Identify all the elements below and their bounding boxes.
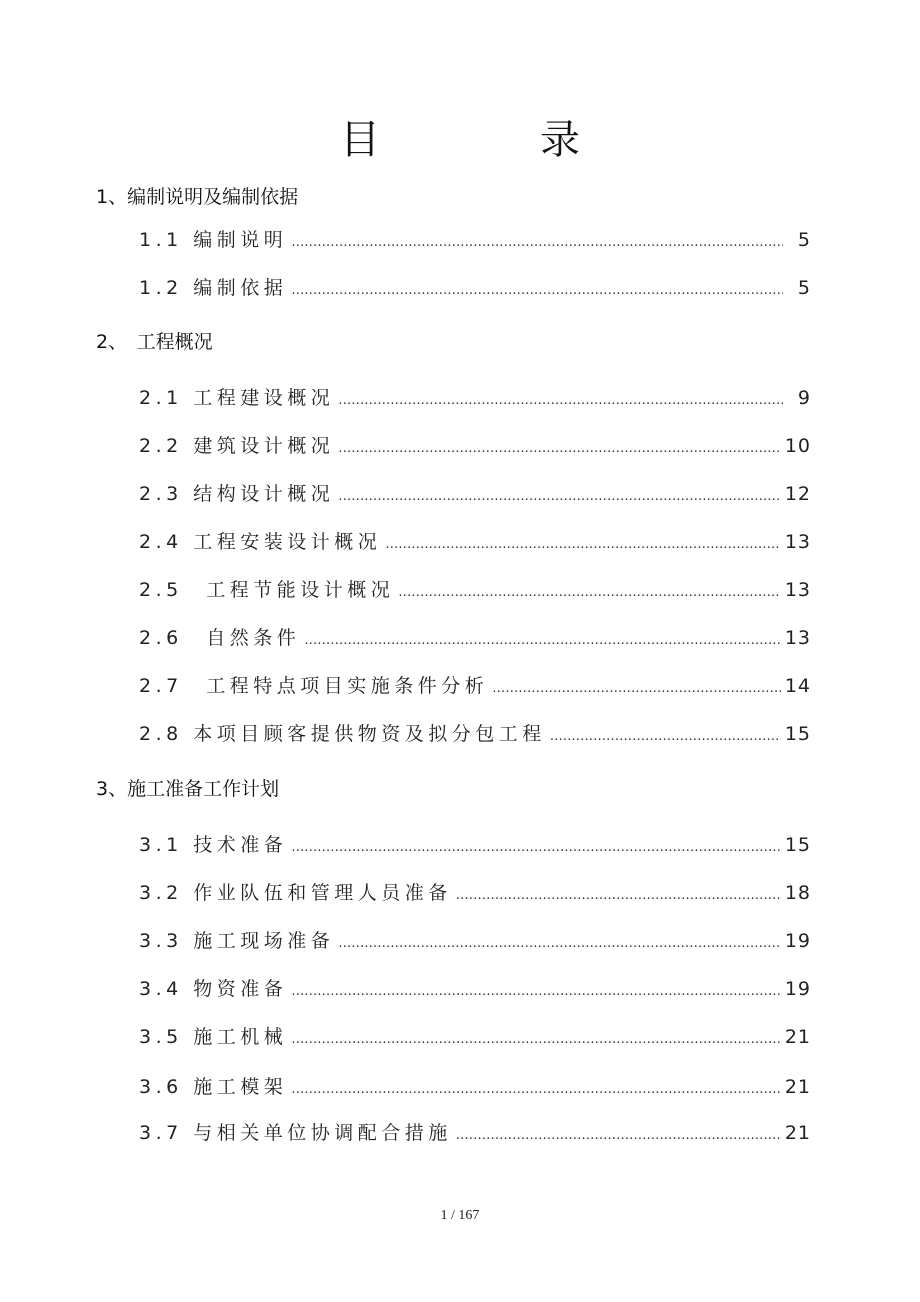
toc-entry[interactable] <box>139 673 811 702</box>
toc-entry-label: 2.8 本项目顾客提供物资及拟分包工程 <box>139 723 546 745</box>
toc-section-heading[interactable]: 1、编制说明及编制依据 <box>96 186 299 208</box>
toc-entry-label: 2.3 结构设计概况 <box>139 483 335 505</box>
dot-leader <box>385 532 781 558</box>
toc-entry[interactable] <box>139 385 811 414</box>
toc-entry[interactable] <box>139 577 811 606</box>
toc-section-heading[interactable]: 3、施工准备工作计划 <box>96 778 280 800</box>
dot-leader <box>304 628 781 654</box>
dot-leader <box>456 1123 781 1149</box>
toc-entry-page: 5 <box>797 229 811 251</box>
toc-entry-page: 13 <box>784 579 811 601</box>
toc-entry-label: 1.2 编制依据 <box>139 277 288 299</box>
toc-entry-page: 15 <box>784 723 811 745</box>
toc-entry[interactable] <box>139 832 811 861</box>
toc-entry-label: 3.4 物资准备 <box>139 978 288 1000</box>
toc-entry-page: 5 <box>797 277 811 299</box>
dot-leader <box>492 676 781 702</box>
toc-entry[interactable] <box>139 928 811 957</box>
toc-entry[interactable] <box>139 227 811 256</box>
toc-entry[interactable] <box>139 433 811 462</box>
toc-entry-label: 2.1 工程建设概况 <box>139 387 335 409</box>
toc-entry-page: 12 <box>784 483 811 505</box>
toc-entry-label: 3.2 作业队伍和管理人员准备 <box>139 882 452 904</box>
toc-entry[interactable] <box>139 481 811 510</box>
dot-leader <box>291 1027 781 1053</box>
toc-entry-label: 3.3 施工现场准备 <box>139 930 335 952</box>
dot-leader <box>291 278 783 304</box>
toc-entry-label: 2.6 自然条件 <box>139 627 301 649</box>
toc-entry-page: 10 <box>784 435 811 457</box>
toc-entry-page: 21 <box>784 1026 811 1048</box>
dot-leader <box>291 1077 781 1103</box>
toc-entry-page: 21 <box>784 1076 811 1098</box>
toc-entry-page: 9 <box>797 387 811 409</box>
toc-entry-label: 2.4 工程安装设计概况 <box>139 531 382 553</box>
dot-leader <box>398 580 781 606</box>
toc-entry-label: 3.1 技术准备 <box>139 834 288 856</box>
toc-title: 目 录 <box>340 117 640 163</box>
dot-leader <box>338 436 781 462</box>
dot-leader <box>291 835 781 861</box>
toc-entry[interactable] <box>139 976 811 1005</box>
toc-entry-page: 19 <box>784 930 811 952</box>
dot-leader <box>338 931 781 957</box>
dot-leader <box>291 979 781 1005</box>
toc-entry[interactable] <box>139 1074 811 1103</box>
toc-entry[interactable] <box>139 275 811 304</box>
toc-entry-page: 15 <box>784 834 811 856</box>
toc-entry-page: 13 <box>784 531 811 553</box>
toc-entry-page: 19 <box>784 978 811 1000</box>
toc-entry[interactable] <box>139 880 811 909</box>
toc-entry[interactable] <box>139 1120 811 1149</box>
toc-entry[interactable] <box>139 721 811 750</box>
dot-leader <box>338 484 781 510</box>
toc-entry-label: 2.5 工程节能设计概况 <box>139 579 395 601</box>
toc-section-heading[interactable]: 2、 工程概况 <box>96 331 213 353</box>
toc-entry-label: 2.2 建筑设计概况 <box>139 435 335 457</box>
toc-entry-page: 21 <box>784 1122 811 1144</box>
toc-entry-page: 18 <box>784 882 811 904</box>
toc-entry-label: 2.7 工程特点项目实施条件分析 <box>139 675 489 697</box>
toc-entry[interactable] <box>139 625 811 654</box>
dot-leader <box>456 883 781 909</box>
dot-leader <box>550 724 781 750</box>
dot-leader <box>338 388 783 414</box>
toc-entry[interactable] <box>139 529 811 558</box>
toc-entry-label: 3.6 施工模架 <box>139 1076 288 1098</box>
toc-entry-label: 1.1 编制说明 <box>139 229 288 251</box>
toc-entry-page: 13 <box>784 627 811 649</box>
toc-entry-page: 14 <box>784 675 811 697</box>
toc-entry[interactable] <box>139 1024 811 1053</box>
page-number-indicator: 1 / 167 <box>440 1208 480 1223</box>
toc-entry-label: 3.5 施工机械 <box>139 1026 288 1048</box>
dot-leader <box>291 230 783 256</box>
toc-entry-label: 3.7 与相关单位协调配合措施 <box>139 1122 452 1144</box>
